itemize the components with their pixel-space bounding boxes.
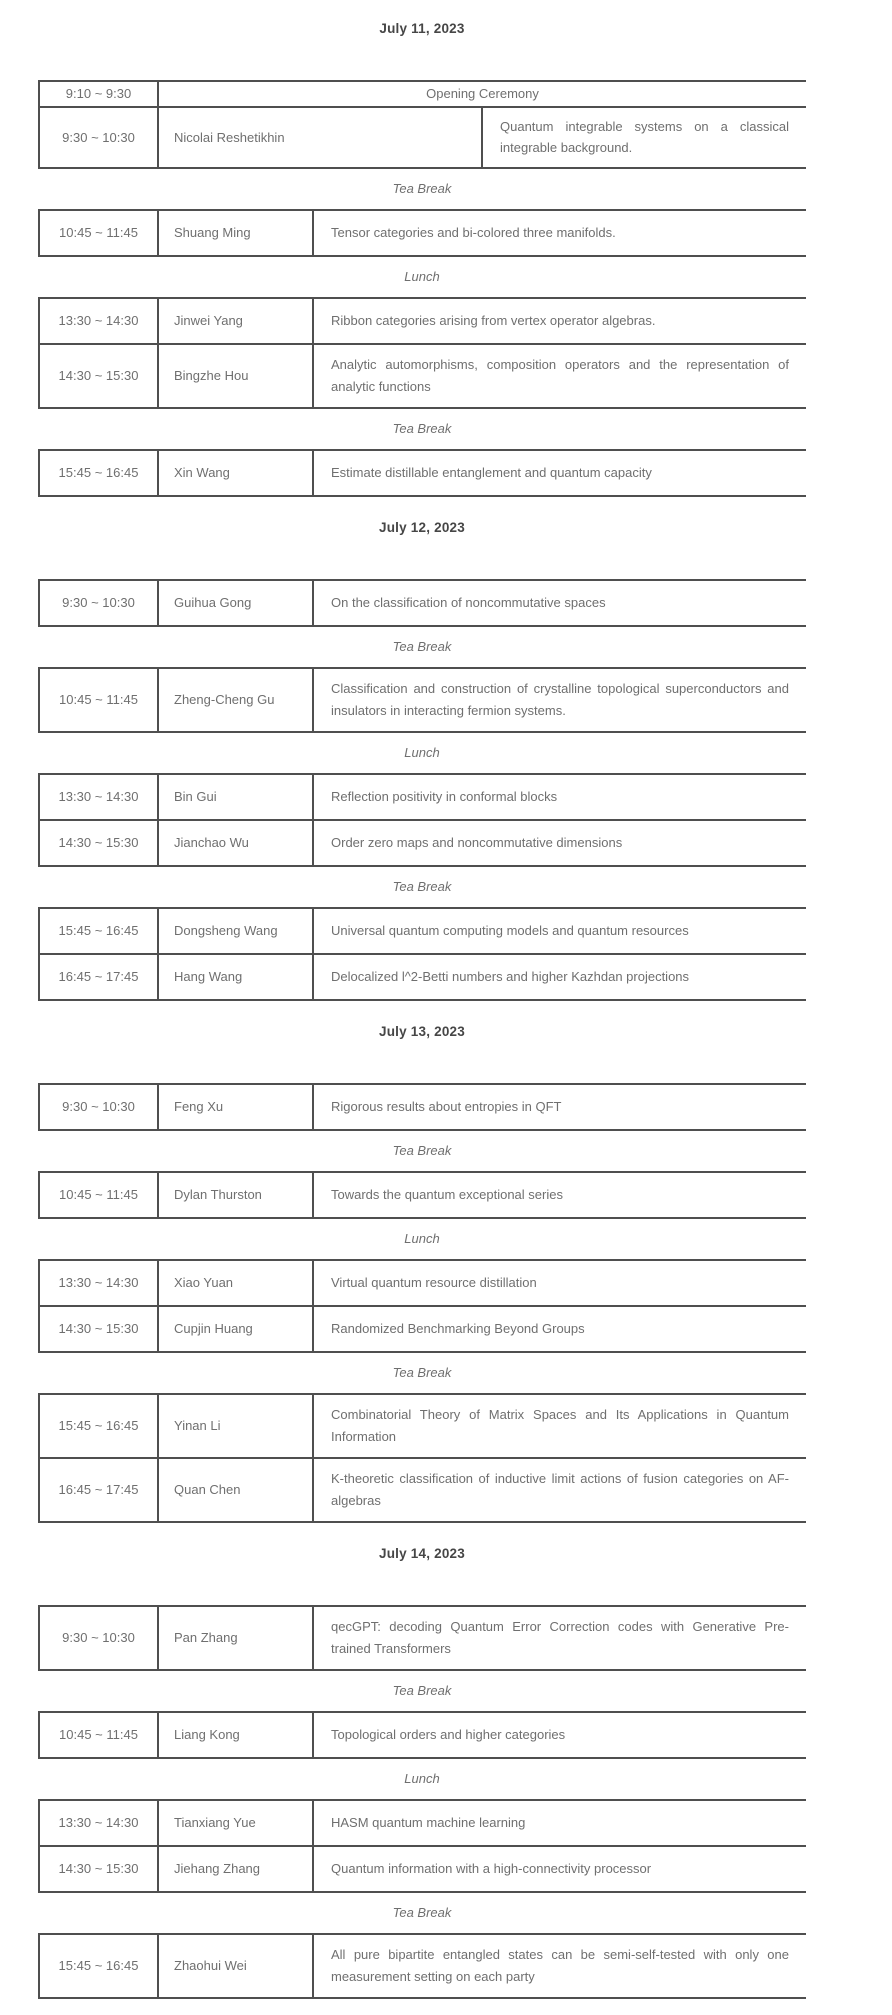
schedule-table <box>38 579 806 627</box>
speaker-cell: Liang Kong <box>158 1712 313 1758</box>
speaker-cell: Xiao Yuan <box>158 1260 313 1306</box>
day-title: July 12, 2023 <box>379 519 465 535</box>
break-row: Tea Break <box>392 1905 452 1921</box>
speaker-cell: Hang Wang <box>158 954 313 1000</box>
opening-label-cell: Opening Ceremony <box>426 86 539 102</box>
time-cell: 10:45 ~ 11:45 <box>39 1712 158 1758</box>
speaker-cell: Cupjin Huang <box>158 1306 313 1352</box>
time-cell: 10:45 ~ 11:45 <box>39 210 158 256</box>
talk-title-cell: All pure bipartite entangled states can be semi-self-tested with only one measurement setting on each party <box>331 1947 789 1984</box>
session-row <box>39 668 806 732</box>
day-schedule <box>38 1523 806 1999</box>
session-row <box>39 1084 806 1130</box>
speaker-cell: Dongsheng Wang <box>158 908 313 954</box>
speaker-cell: Guihua Gong <box>158 580 313 626</box>
talk-title-cell: Randomized Benchmarking Beyond Groups <box>331 1321 585 1337</box>
speaker-cell: Pan Zhang <box>158 1606 313 1670</box>
speaker-cell: Bin Gui <box>158 774 313 820</box>
time-cell: 13:30 ~ 14:30 <box>39 774 158 820</box>
day-schedule <box>38 0 806 497</box>
day-title: July 11, 2023 <box>379 21 465 36</box>
schedule-table <box>38 1711 806 1759</box>
speaker-cell: Tianxiang Yue <box>158 1800 313 1846</box>
schedule-table <box>38 1083 806 1131</box>
time-cell: 10:45 ~ 11:45 <box>39 668 158 732</box>
schedule-table <box>38 209 806 257</box>
time-cell: 9:30 ~ 10:30 <box>39 1084 158 1130</box>
talk-title-cell: Towards the quantum exceptional series <box>331 1187 563 1203</box>
talk-title-cell: Classification and construction of crystalline topological superconductors and insulators in interacting fermion systems. <box>331 681 789 718</box>
speaker-cell: Jiehang Zhang <box>158 1846 313 1892</box>
talk-title-cell: Tensor categories and bi-colored three manifolds. <box>331 225 616 241</box>
time-cell: 9:30 ~ 10:30 <box>39 580 158 626</box>
session-row <box>39 1172 806 1218</box>
time-cell: 9:10 ~ 9:30 <box>39 81 158 107</box>
talk-title-cell: Ribbon categories arising from vertex operator algebras. <box>331 313 656 329</box>
session-row <box>39 450 806 496</box>
session-row <box>39 580 806 626</box>
break-row: Tea Break <box>392 1143 452 1159</box>
schedule-table <box>38 1933 806 1999</box>
speaker-cell: Zhaohui Wei <box>158 1934 313 1998</box>
talk-title-cell: Virtual quantum resource distillation <box>331 1275 537 1291</box>
speaker-cell: Yinan Li <box>158 1394 313 1458</box>
speaker-cell: Zheng-Cheng Gu <box>158 668 313 732</box>
session-row <box>39 1934 806 1998</box>
schedule-table <box>38 1605 806 1671</box>
schedule-days <box>38 0 806 1999</box>
session-row <box>39 908 806 954</box>
break-row: Tea Break <box>392 879 452 895</box>
break-row: Tea Break <box>392 639 452 655</box>
session-row <box>39 1306 806 1352</box>
talk-title-cell: Quantum information with a high-connectivity processor <box>331 1861 652 1877</box>
session-row <box>39 954 806 1000</box>
talk-title-cell: Delocalized l^2-Betti numbers and higher Kazhdan projections <box>331 969 690 985</box>
speaker-cell: Quan Chen <box>158 1458 313 1522</box>
speaker-cell: Nicolai Reshetikhin <box>158 107 482 168</box>
session-row <box>39 1260 806 1306</box>
talk-title-cell: Order zero maps and noncommutative dimensions <box>331 835 623 851</box>
break-row: Lunch <box>404 1231 440 1247</box>
break-row: Lunch <box>404 1771 440 1787</box>
time-cell: 15:45 ~ 16:45 <box>39 1394 158 1458</box>
session-row <box>39 774 806 820</box>
session-row <box>39 1394 806 1458</box>
schedule-table <box>38 667 806 733</box>
session-row <box>39 1606 806 1670</box>
time-cell: 9:30 ~ 10:30 <box>39 107 158 168</box>
speaker-cell: Feng Xu <box>158 1084 313 1130</box>
schedule-table <box>38 1799 806 1893</box>
talk-title-cell: qecGPT: decoding Quantum Error Correction codes with Generative Pre-trained Transformers <box>331 1619 789 1656</box>
session-row <box>39 1846 806 1892</box>
talk-title-cell: Quantum integrable systems on a classical integrable background. <box>500 119 789 156</box>
talk-title-cell: On the classification of noncommutative spaces <box>331 595 606 611</box>
session-row <box>39 1800 806 1846</box>
time-cell: 13:30 ~ 14:30 <box>39 1260 158 1306</box>
break-row: Tea Break <box>392 181 452 197</box>
time-cell: 15:45 ~ 16:45 <box>39 450 158 496</box>
day-title: July 13, 2023 <box>379 1023 465 1039</box>
time-cell: 16:45 ~ 17:45 <box>39 954 158 1000</box>
opening-row <box>39 81 806 107</box>
schedule-table <box>38 1171 806 1219</box>
time-cell: 16:45 ~ 17:45 <box>39 1458 158 1522</box>
schedule-table <box>38 449 806 497</box>
speaker-cell: Bingzhe Hou <box>158 344 313 408</box>
session-row <box>39 820 806 866</box>
talk-title-cell: K-theoretic classification of inductive limit actions of fusion categories on AF-algebras <box>331 1471 789 1508</box>
session-row <box>39 1712 806 1758</box>
time-cell: 13:30 ~ 14:30 <box>39 1800 158 1846</box>
schedule-table <box>38 1393 806 1523</box>
time-cell: 14:30 ~ 15:30 <box>39 344 158 408</box>
speaker-cell: Jinwei Yang <box>158 298 313 344</box>
session-row <box>39 1458 806 1522</box>
schedule-table <box>38 80 806 169</box>
schedule-table <box>38 1259 806 1353</box>
time-cell: 14:30 ~ 15:30 <box>39 1306 158 1352</box>
bottom-spacer <box>38 1999 806 2015</box>
talk-title-cell: Topological orders and higher categories <box>331 1727 566 1743</box>
session-row <box>39 107 806 168</box>
time-cell: 15:45 ~ 16:45 <box>39 908 158 954</box>
time-cell: 9:30 ~ 10:30 <box>39 1606 158 1670</box>
day-schedule <box>38 1001 806 1523</box>
speaker-cell: Shuang Ming <box>158 210 313 256</box>
session-row <box>39 210 806 256</box>
day-schedule <box>38 497 806 1001</box>
schedule-table <box>38 773 806 867</box>
talk-title-cell: Reflection positivity in conformal blocks <box>331 789 558 805</box>
talk-title-cell: Combinatorial Theory of Matrix Spaces and Its Applications in Quantum Information <box>331 1407 789 1444</box>
talk-title-cell: Analytic automorphisms, composition operators and the representation of analytic functions <box>331 357 789 394</box>
speaker-cell: Dylan Thurston <box>158 1172 313 1218</box>
speaker-cell: Xin Wang <box>158 450 313 496</box>
day-title: July 14, 2023 <box>379 1545 465 1561</box>
time-cell: 13:30 ~ 14:30 <box>39 298 158 344</box>
break-row: Tea Break <box>392 421 452 437</box>
time-cell: 14:30 ~ 15:30 <box>39 820 158 866</box>
break-row: Lunch <box>404 745 440 761</box>
time-cell: 14:30 ~ 15:30 <box>39 1846 158 1892</box>
break-row: Tea Break <box>392 1683 452 1699</box>
speaker-cell: Jianchao Wu <box>158 820 313 866</box>
session-row <box>39 344 806 408</box>
time-cell: 10:45 ~ 11:45 <box>39 1172 158 1218</box>
talk-title-cell: HASM quantum machine learning <box>331 1815 526 1831</box>
schedule-table <box>38 297 806 409</box>
break-row: Tea Break <box>392 1365 452 1381</box>
session-row <box>39 298 806 344</box>
talk-title-cell: Rigorous results about entropies in QFT <box>331 1099 562 1115</box>
talk-title-cell: Universal quantum computing models and quantum resources <box>331 923 689 939</box>
time-cell: 15:45 ~ 16:45 <box>39 1934 158 1998</box>
talk-title-cell: Estimate distillable entanglement and quantum capacity <box>331 465 652 481</box>
schedule-table <box>38 907 806 1001</box>
break-row: Lunch <box>404 269 440 285</box>
